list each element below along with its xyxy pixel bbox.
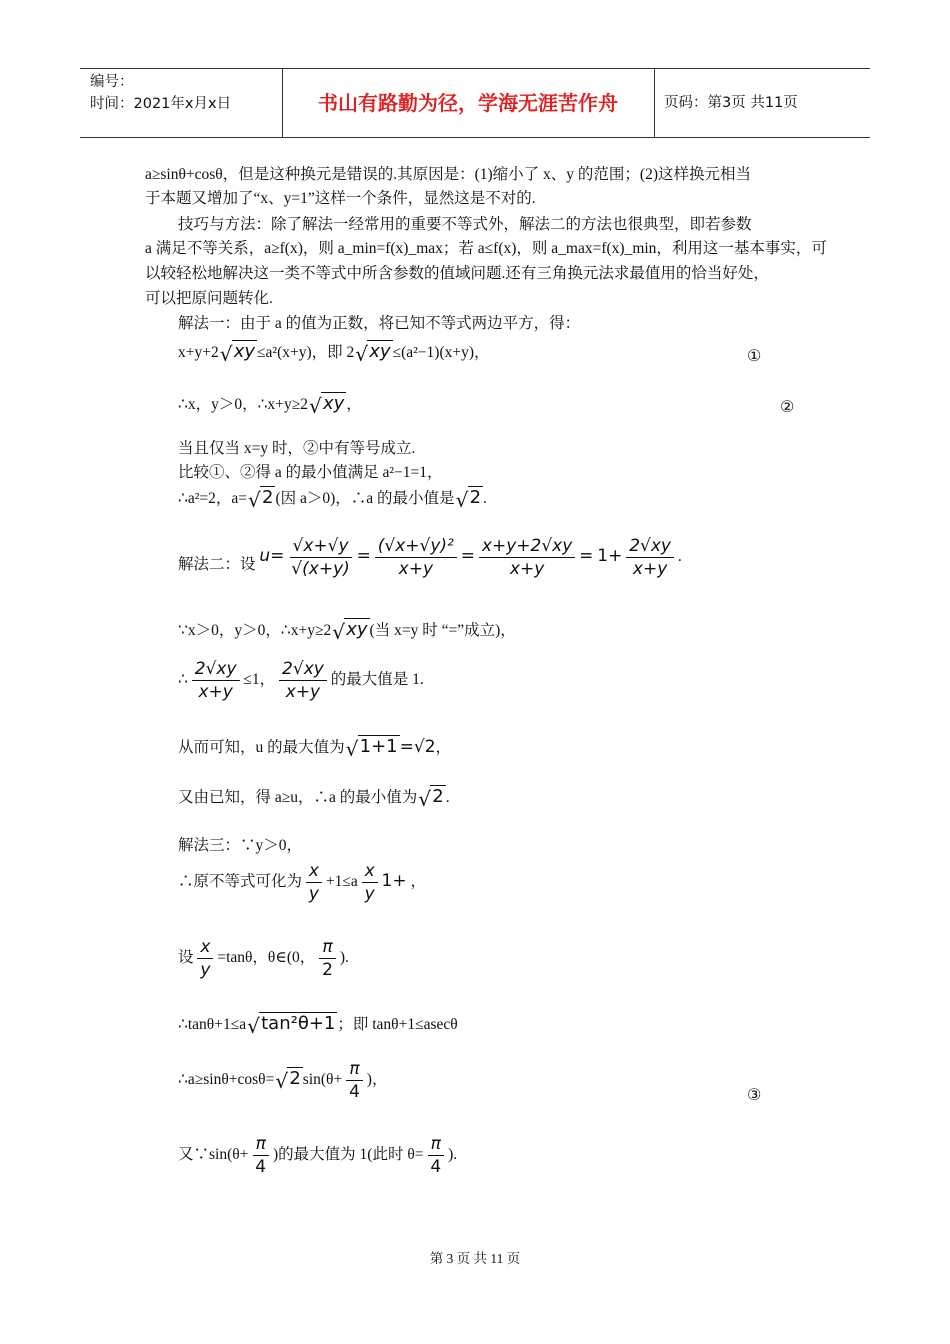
text-span: ≤1，: [243, 671, 276, 689]
fraction: [479, 535, 575, 580]
fraction: [346, 1058, 363, 1103]
text-line: 解法三：∵y＞0，: [178, 837, 303, 854]
formula-line-13: [178, 1133, 457, 1178]
header-motto: 书山有路勤为径，学海无涯苦作舟: [318, 91, 618, 115]
text-line: a≥sinθ+cosθ，但是这种换元是错误的.其原因是：(1)缩小了 x、y 的范围；(2)这样换元相当: [145, 166, 752, 183]
fraction: [306, 860, 322, 905]
text-span: 1+: [381, 871, 407, 892]
denominator: x+y: [632, 559, 668, 579]
formula-line-2: [178, 392, 362, 418]
fraction: [192, 658, 240, 703]
radicand: xy: [322, 393, 345, 414]
text-span: ≤(a²−1)(x+y)，: [392, 344, 490, 361]
formula-line-5: [178, 618, 516, 644]
text-span: ).: [339, 949, 349, 967]
text-span: ∴原不等式可化为: [178, 873, 303, 891]
period: .: [677, 548, 682, 566]
radicand: 2: [289, 1068, 301, 1090]
header-meta: [90, 71, 231, 115]
numerator: x: [197, 936, 213, 959]
text-span: )，: [366, 1071, 388, 1089]
text-span: 1+: [597, 546, 623, 567]
text-line: 解法一：由于 a 的值为正数，将已知不等式两边平方，得：: [178, 315, 581, 332]
sqrt: √ xy: [308, 393, 345, 418]
numerator: π: [346, 1058, 362, 1081]
text-span: +1≤a: [325, 873, 358, 891]
text-span: ；即 tanθ+1≤asecθ: [337, 1016, 458, 1033]
radicand: 1+1: [359, 736, 398, 757]
text-span: ，: [435, 739, 452, 756]
denominator: x+y: [398, 559, 434, 579]
equation-marker: ②: [780, 399, 795, 416]
text-span: x+y+2: [178, 344, 219, 361]
text-span: ∴x，y＞0，∴x+y≥2: [178, 396, 308, 413]
text-line: 当且仅当 x=y 时，②中有等号成立.: [178, 440, 416, 457]
text-span: 解法二：设: [178, 556, 256, 573]
text-span: (因 a＞0)，∴a 的最小值是: [275, 490, 455, 507]
sqrt: √ 2: [275, 1068, 301, 1094]
denominator: y: [200, 960, 211, 980]
text-span: ，: [346, 396, 362, 413]
numerator: x+y+2√xy: [479, 535, 575, 558]
equation-marker: ③: [747, 1087, 762, 1104]
equals: =: [579, 546, 594, 567]
numerator: (√x+√y)²: [375, 535, 457, 558]
text-span: 从而可知，u 的最大值为: [178, 739, 345, 756]
formula-line-10: [178, 936, 349, 981]
text-span: ∵x＞0，y＞0，∴x+y≥2: [178, 622, 332, 639]
text-span: ≤a²(x+y)，即 2: [257, 344, 355, 361]
text-line: 于本题又增加了“x、y=1”这样一个条件，显然这是不对的.: [145, 190, 536, 207]
numerator: 2√xy: [279, 658, 327, 681]
number-label: 编号：: [90, 74, 134, 90]
formula-line-6: [178, 658, 424, 703]
radicand: 2: [432, 786, 444, 807]
sqrt: √ xy: [219, 341, 256, 366]
formula-line-1: [178, 340, 490, 366]
denominator: y: [308, 884, 319, 904]
fraction: [279, 658, 327, 703]
radicand: 2: [469, 487, 482, 508]
radicand: tan²θ+1: [261, 1013, 336, 1034]
equals: =: [460, 546, 476, 567]
denominator: x+y: [509, 559, 545, 579]
denominator: x+y: [285, 682, 321, 702]
equation-marker: ①: [747, 348, 762, 365]
formula-line-11: [178, 1012, 458, 1038]
page-footer: 第 3 页 共 11 页: [429, 1251, 521, 1266]
sqrt: √ 2: [248, 487, 274, 512]
numerator: 2√xy: [192, 658, 240, 681]
text-span: .: [483, 490, 487, 507]
numerator: √x+√y: [290, 535, 352, 558]
numerator: π: [253, 1133, 269, 1156]
text-span: )的最大值为 1(此时 θ=: [273, 1146, 424, 1164]
text-line: 可以把原问题转化.: [145, 290, 273, 307]
numerator: π: [319, 936, 335, 959]
text-span: ∴a²=2，a=: [178, 490, 248, 507]
date-label: 时间：2021年x月x日: [90, 96, 232, 112]
numerator: x: [306, 860, 322, 883]
numerator: x: [362, 860, 378, 883]
formula-line-9: [178, 860, 426, 905]
denominator: y: [364, 884, 375, 904]
sqrt: √ tan²θ+1: [247, 1013, 336, 1038]
equals: =: [356, 546, 371, 567]
numerator: 2√xy: [626, 535, 674, 558]
text-span: ∴tanθ+1≤a: [178, 1016, 247, 1033]
denominator: 2: [322, 960, 333, 980]
denominator: x+y: [198, 682, 233, 702]
fraction: [288, 535, 352, 580]
text-span: ，: [410, 873, 426, 891]
fraction: [375, 535, 457, 580]
text-line: 以较轻松地解决这一类不等式中所含参数的值域问题.还有三角换元法求最值用的恰当好处，: [145, 265, 769, 282]
denominator: 4: [255, 1157, 267, 1177]
sqrt: √ 2: [418, 786, 444, 811]
text-span: ∴: [178, 671, 188, 689]
radicand: xy: [369, 341, 391, 362]
fraction: [626, 535, 674, 580]
text-span: ∴a≥sinθ+cosθ=: [178, 1071, 275, 1089]
text-span: 又∵sin(θ+: [178, 1146, 249, 1164]
fraction: [427, 1133, 444, 1178]
sqrt: √ 1+1: [345, 736, 398, 761]
denominator: 4: [349, 1082, 360, 1102]
sqrt: √ xy: [332, 619, 368, 644]
denominator: √(x+y): [291, 559, 350, 579]
fraction: [197, 936, 213, 981]
text-line: 比较①、②得 a 的最小值满足 a²−1=1，: [178, 464, 443, 481]
sqrt: √ xy: [355, 341, 391, 366]
formula-line-8: [178, 785, 450, 811]
text-span: =tanθ，θ∈(0，: [217, 949, 316, 967]
formula-line-3: [178, 486, 487, 512]
fraction: [319, 936, 336, 981]
fraction: [252, 1133, 269, 1178]
text-span: (当 x=y 时 “=”成立)，: [369, 622, 516, 639]
formula-line-12: [178, 1058, 387, 1103]
numerator: π: [428, 1133, 444, 1156]
radicand: xy: [233, 341, 256, 362]
header-divider: [654, 69, 655, 137]
text-span: sin(θ+: [302, 1071, 343, 1089]
fraction: [362, 860, 378, 905]
radicand: xy: [346, 619, 368, 640]
text-line: 技巧与方法：除了解法一经常用的重要不等式外，解法二的方法也很典型，即若参数: [178, 216, 752, 233]
text-span: 设: [178, 949, 194, 967]
denominator: 4: [430, 1157, 442, 1177]
radicand: 2: [262, 487, 274, 508]
formula-line-4: [178, 535, 682, 580]
text-span: ).: [448, 1146, 458, 1164]
page-label: 页码：第3页 共11页: [664, 95, 798, 111]
sqrt: √ 2: [455, 487, 482, 512]
formula-line-7: [178, 735, 452, 761]
text-span: .: [445, 789, 450, 806]
page-header: [80, 68, 870, 138]
text-line: a 满足不等关系，a≥f(x)，则 a_min=f(x)_max；若 a≤f(x)，则 a_max=f(x)_min，利用这一基本事实，可: [145, 240, 827, 257]
text-span: =√2: [399, 737, 436, 757]
text-span: 又由已知，得 a≥u，∴a 的最小值为: [178, 789, 418, 806]
u-def: u=: [259, 546, 285, 567]
text-span: 的最大值是 1.: [330, 671, 424, 689]
